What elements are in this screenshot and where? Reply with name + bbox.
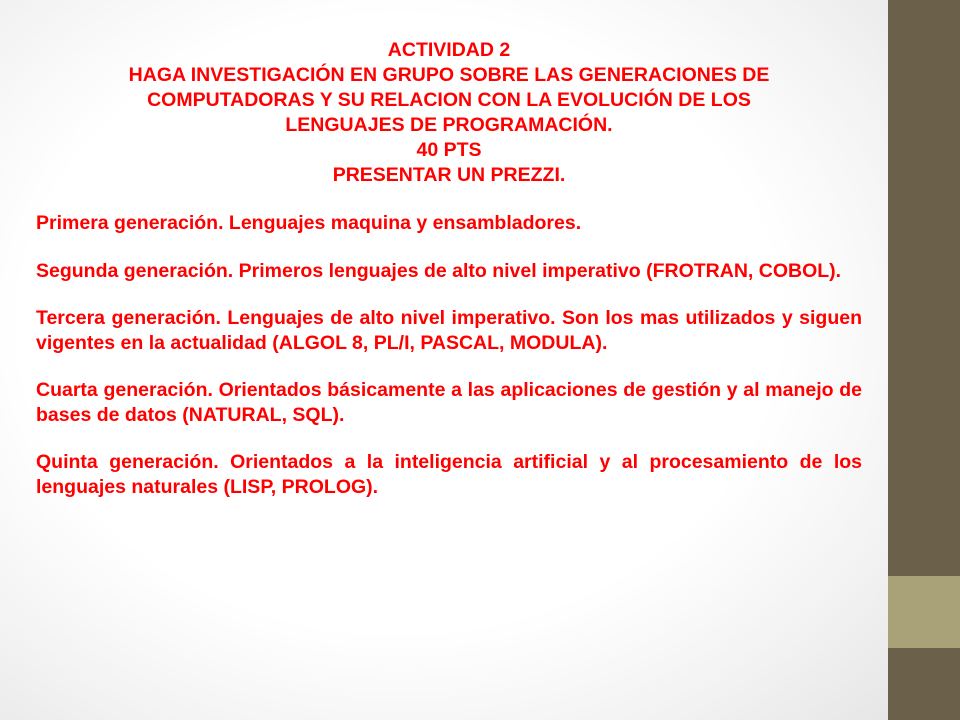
generation-1-paragraph: Primera generación. Lenguajes maquina y ensambladores. <box>36 212 582 234</box>
instruction-line-2: COMPUTADORAS Y SU RELACION CON LA EVOLUCIÓN DE LOS <box>147 89 751 111</box>
deliverable-label: PRESENTAR UN PREZZI. <box>332 164 566 186</box>
side-panel-accent <box>888 576 960 648</box>
assignment-header <box>36 38 862 188</box>
slide-content <box>36 38 862 500</box>
generation-2-paragraph: Segunda generación. Primeros lenguajes de alto nivel imperativo (FROTRAN, COBOL). <box>36 260 842 282</box>
generation-3-paragraph: Tercera generación. Lenguajes de alto nivel imperativo. Son los mas utilizados y siguen vigentes en la actualidad (ALGOL 8, PL/I, PASCAL, MODULA). <box>36 307 862 354</box>
generation-4-paragraph: Cuarta generación. Orientados básicamente a las aplicaciones de gestión y al manejo de bases de datos (NATURAL, SQL). <box>36 379 862 426</box>
assignment-title: ACTIVIDAD 2 <box>387 39 511 61</box>
generation-5-paragraph: Quinta generación. Orientados a la inteligencia artificial y al procesamiento de los lenguajes naturales (LISP, PROLOG). <box>36 451 862 498</box>
instruction-line-3: LENGUAJES DE PROGRAMACIÓN. <box>285 114 613 136</box>
points-label: 40 PTS <box>416 139 482 161</box>
instruction-line-1: HAGA INVESTIGACIÓN EN GRUPO SOBRE LAS GENERACIONES DE <box>128 64 770 86</box>
